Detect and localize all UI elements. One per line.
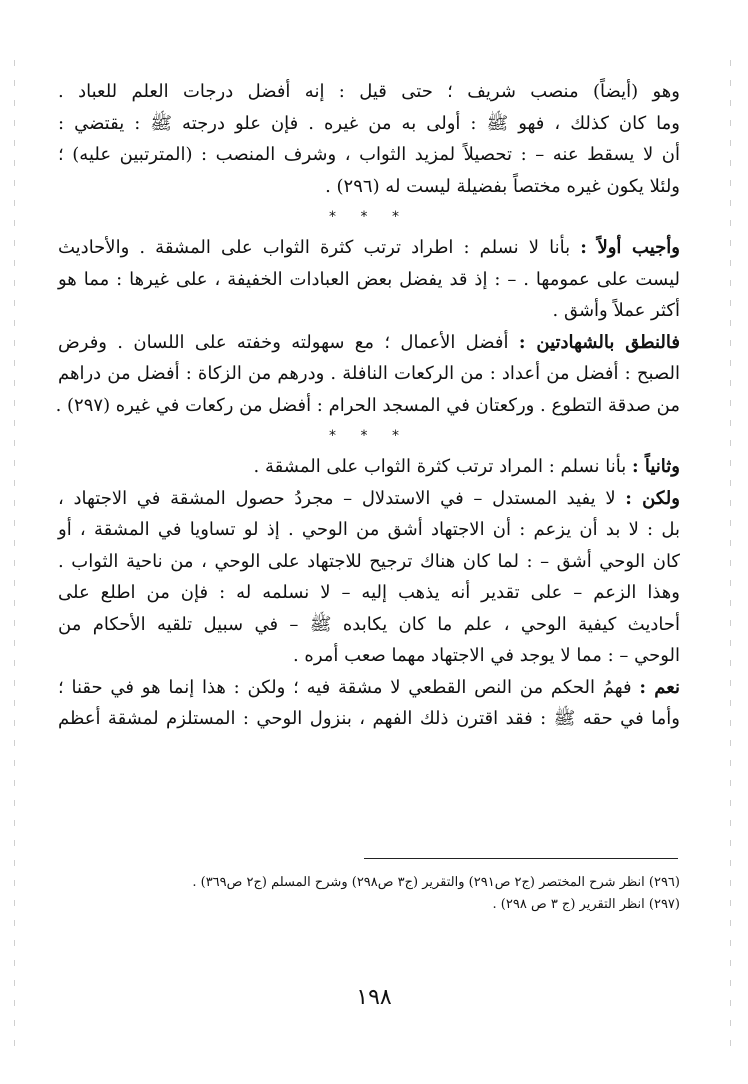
claim-line-1: وهذا الزعم – على تقدير أنه يذهب إليه – لا نسلمه له : فإن من اطلع على bbox=[58, 582, 680, 603]
example-line-1 bbox=[58, 327, 680, 359]
scan-margin-artifact-right bbox=[730, 60, 731, 1060]
example-line-2: الصبح : أفضل من أعداد : من الركعات النافلة . ودرهم من الزكاة : أفضل من دراهم bbox=[58, 363, 680, 384]
claim-line-2: أحاديث كيفية الوحي ، علم ما كان يكابده ﷺ – في سبيل تلقيه الأحكام من bbox=[58, 613, 680, 635]
but-line-2: بل : لا بد أن يزعم : أن الاجتهاد أشق من الوحي . إذ لو تساويا في المشقة ، أو bbox=[58, 519, 680, 540]
yes-text: فهمُ الحكم من النص القطعي لا مشقة فيه ؛ ولكن : هذا إنما هو في حقنا ؛ bbox=[58, 676, 632, 698]
yes-line-2: وأما في حقه ﷺ : فقد اقترن ذلك الفهم ، بنزول الوحي : المستلزم لمشقة أعظم bbox=[58, 708, 680, 729]
paragraph-1-line-2: وما كان كذلك ، فهو ﷺ : أولى به من غيره . فإن علو درجته ﷺ : يقتضي : bbox=[58, 112, 680, 134]
answer-first-lead: وأجيب أولاً : bbox=[580, 237, 680, 258]
footnotes bbox=[100, 872, 680, 916]
answer-second-lead: وثانياً : bbox=[631, 456, 680, 477]
but-line-1 bbox=[58, 483, 680, 515]
answer-first-line-2: ليست على عمومها . – : إذ قد يفضل بعض العبادات الخفيفة ، على غيرها : مما هو bbox=[58, 268, 680, 290]
main-text bbox=[55, 76, 680, 735]
paragraph-1-line-4: ولئلا يكون غيره مختصاً بفضيلة ليست له (٢٩٦) . bbox=[325, 175, 680, 197]
section-divider-stars: * * * bbox=[329, 428, 409, 444]
paragraph-1-line-1: وهو (أيضاً) منصب شريف ؛ حتى قيل : إنه أفضل درجات العلم للعباد . bbox=[58, 81, 680, 102]
page-number: ١٩٨ bbox=[356, 985, 392, 1010]
answer-first-line-3: أكثر عملاً وأشق . bbox=[552, 300, 680, 321]
example-line-3: من صدقة التطوع . وركعتان في المسجد الحرام : أفضل من ركعات في غيره (٢٩٧) . bbox=[55, 394, 680, 416]
answer-second-text: بأنا نسلم : المراد ترتب كثرة الثواب على المشقة . bbox=[253, 456, 627, 477]
footnote-297: (٢٩٧) انظر التقرير (ج ٣ ص ٢٩٨) . bbox=[492, 897, 680, 912]
example-lead: فالنطق بالشهادتين : bbox=[518, 331, 680, 353]
answer-second-line-1 bbox=[58, 451, 680, 483]
footnote-296: (٢٩٦) انظر شرح المختصر (ج٢ ص٢٩١) والتقرير (ج٣ ص٢٩٨) وشرح المسلم (ج٢ ص٣٦٩) . bbox=[192, 875, 680, 890]
answer-first-text: بأنا لا نسلم : اطراد ترتب كثرة الثواب على المشقة . والأحاديث bbox=[58, 237, 571, 258]
footnote-separator bbox=[364, 858, 678, 859]
claim-line-3: الوحي – : مما لا يوجد في الاجتهاد مهما صعب أمره . bbox=[292, 645, 680, 666]
yes-lead: نعم : bbox=[639, 676, 680, 698]
but-line-3: كان الوحي أشق – : لما كان هناك ترجيح للاجتهاد على الوحي ، من ناحية الثواب . bbox=[58, 550, 680, 572]
answer-first-line-1 bbox=[58, 232, 680, 264]
but-lead: ولكن : bbox=[625, 487, 680, 509]
paragraph-1-line-3: أن لا يسقط عنه – : تحصيلاً لمزيد الثواب ، وشرف المنصب : (المترتبين عليه) ؛ bbox=[58, 144, 680, 165]
example-text: أفضل الأعمال ؛ مع سهولته وخفته على اللسان . وفرض bbox=[58, 331, 509, 353]
section-divider-stars: * * * bbox=[329, 209, 409, 225]
but-text: لا يفيد المستدل – في الاستدلال – مجردُ حصول المشقة في الاجتهاد ، bbox=[58, 487, 616, 509]
yes-line-1 bbox=[58, 672, 680, 704]
scan-margin-artifact-left bbox=[14, 60, 15, 1060]
